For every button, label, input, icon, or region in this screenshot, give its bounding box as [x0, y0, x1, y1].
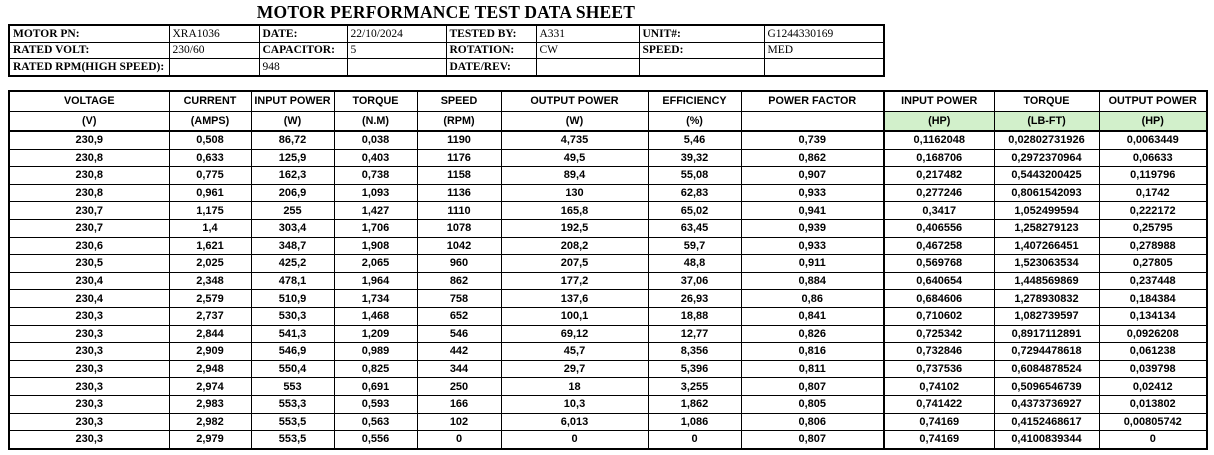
- info-row: [9, 59, 884, 76]
- data-cell: 230,9: [9, 131, 169, 149]
- column-header: INPUT POWER: [251, 91, 334, 111]
- info-label: ROTATION:: [446, 42, 536, 59]
- data-cell: 0,805: [741, 395, 884, 413]
- performance-data-table: [8, 90, 1208, 450]
- data-cell: 0,933: [741, 184, 884, 202]
- data-cell: 2,982: [169, 413, 251, 431]
- data-cell: 230,6: [9, 237, 169, 255]
- data-cell: 1158: [417, 167, 501, 185]
- column-header: TORQUE: [334, 91, 417, 111]
- data-cell: 0,013802: [1099, 395, 1207, 413]
- table-row: [9, 395, 1207, 413]
- data-cell: 192,5: [501, 219, 648, 237]
- data-cell: 230,8: [9, 167, 169, 185]
- table-row: [9, 307, 1207, 325]
- data-cell: 0,508: [169, 131, 251, 149]
- data-cell: 1,427: [334, 202, 417, 220]
- column-header-row: [9, 91, 1207, 111]
- info-value: CW: [536, 42, 639, 59]
- info-label: CAPACITOR:: [259, 42, 347, 59]
- data-cell: 29,7: [501, 360, 648, 378]
- data-cell: 0,222172: [1099, 202, 1207, 220]
- data-cell: 55,08: [648, 167, 741, 185]
- table-row: [9, 167, 1207, 185]
- data-cell: 0,74169: [884, 413, 994, 431]
- column-unit: (%): [648, 111, 741, 131]
- info-value: [536, 59, 639, 76]
- info-label: TESTED BY:: [446, 25, 536, 42]
- info-value: [764, 59, 884, 76]
- data-cell: 2,909: [169, 343, 251, 361]
- data-cell: 0,593: [334, 395, 417, 413]
- data-cell: 0,27805: [1099, 255, 1207, 273]
- data-cell: 0,0063449: [1099, 131, 1207, 149]
- data-cell: 0,8061542093: [994, 184, 1099, 202]
- column-header: CURRENT: [169, 91, 251, 111]
- data-cell: 207,5: [501, 255, 648, 273]
- data-cell: 0,039798: [1099, 360, 1207, 378]
- table-row: [9, 431, 1207, 449]
- data-cell: 1,862: [648, 395, 741, 413]
- data-cell: 303,4: [251, 219, 334, 237]
- data-cell: 39,32: [648, 149, 741, 167]
- data-cell: 230,7: [9, 219, 169, 237]
- info-label: DATE/REV:: [446, 59, 536, 76]
- column-unit: (HP): [1099, 111, 1207, 131]
- data-cell: 230,8: [9, 184, 169, 202]
- info-label: RATED RPM(HIGH SPEED):: [9, 59, 169, 76]
- data-cell: 2,844: [169, 325, 251, 343]
- data-cell: 0,739: [741, 131, 884, 149]
- motor-info-table: [8, 24, 885, 77]
- data-cell: 62,83: [648, 184, 741, 202]
- table-row: [9, 184, 1207, 202]
- data-cell: 1,175: [169, 202, 251, 220]
- data-cell: 1,523063534: [994, 255, 1099, 273]
- data-cell: 0,633: [169, 149, 251, 167]
- data-cell: 2,979: [169, 431, 251, 449]
- data-cell: 550,4: [251, 360, 334, 378]
- data-cell: 2,737: [169, 307, 251, 325]
- table-row: [9, 360, 1207, 378]
- data-cell: 0,826: [741, 325, 884, 343]
- data-cell: 0,806: [741, 413, 884, 431]
- data-cell: 59,7: [648, 237, 741, 255]
- data-cell: 0,816: [741, 343, 884, 361]
- data-cell: 0,941: [741, 202, 884, 220]
- data-cell: 0,841: [741, 307, 884, 325]
- data-cell: 2,579: [169, 290, 251, 308]
- data-cell: 0,25795: [1099, 219, 1207, 237]
- data-cell: 1,734: [334, 290, 417, 308]
- data-cell: 1,706: [334, 219, 417, 237]
- data-cell: 63,45: [648, 219, 741, 237]
- data-cell: 255: [251, 202, 334, 220]
- column-units-row: [9, 111, 1207, 131]
- data-cell: 230,3: [9, 343, 169, 361]
- column-unit: (W): [251, 111, 334, 131]
- column-header: INPUT POWER: [884, 91, 994, 111]
- column-unit: (V): [9, 111, 169, 131]
- data-cell: 0,00805742: [1099, 413, 1207, 431]
- data-cell: 0,278988: [1099, 237, 1207, 255]
- data-cell: 478,1: [251, 272, 334, 290]
- table-row: [9, 202, 1207, 220]
- data-cell: 0,1162048: [884, 131, 994, 149]
- data-cell: 3,255: [648, 378, 741, 396]
- data-cell: 0: [501, 431, 648, 449]
- data-cell: 49,5: [501, 149, 648, 167]
- data-cell: 166: [417, 395, 501, 413]
- data-cell: 0,961: [169, 184, 251, 202]
- data-cell: 0,933: [741, 237, 884, 255]
- data-cell: 125,9: [251, 149, 334, 167]
- data-cell: 0,406556: [884, 219, 994, 237]
- data-cell: 0,061238: [1099, 343, 1207, 361]
- data-cell: 1,964: [334, 272, 417, 290]
- data-cell: 2,065: [334, 255, 417, 273]
- data-cell: 0,807: [741, 431, 884, 449]
- data-cell: 1,621: [169, 237, 251, 255]
- data-cell: 0,237448: [1099, 272, 1207, 290]
- data-cell: 652: [417, 307, 501, 325]
- data-cell: 230,3: [9, 431, 169, 449]
- data-cell: 0,06633: [1099, 149, 1207, 167]
- info-row: [9, 25, 884, 42]
- column-unit: (RPM): [417, 111, 501, 131]
- data-cell: 0,939: [741, 219, 884, 237]
- data-cell: 1042: [417, 237, 501, 255]
- data-cell: 18,88: [648, 307, 741, 325]
- table-row: [9, 413, 1207, 431]
- data-cell: 0,02802731926: [994, 131, 1099, 149]
- info-label: UNIT#:: [639, 25, 764, 42]
- data-cell: 0,168706: [884, 149, 994, 167]
- data-cell: 510,9: [251, 290, 334, 308]
- data-cell: 546: [417, 325, 501, 343]
- info-value: XRA1036: [169, 25, 259, 42]
- data-cell: 1176: [417, 149, 501, 167]
- data-cell: 230,4: [9, 290, 169, 308]
- data-cell: 0,862: [741, 149, 884, 167]
- data-cell: 230,3: [9, 360, 169, 378]
- data-cell: 0,556: [334, 431, 417, 449]
- data-cell: 69,12: [501, 325, 648, 343]
- data-cell: 1078: [417, 219, 501, 237]
- data-cell: 0,907: [741, 167, 884, 185]
- info-value: A331: [536, 25, 639, 42]
- table-row: [9, 149, 1207, 167]
- table-row: [9, 290, 1207, 308]
- data-cell: 0,0926208: [1099, 325, 1207, 343]
- data-cell: 230,5: [9, 255, 169, 273]
- data-cell: 0,684606: [884, 290, 994, 308]
- data-cell: 1,093: [334, 184, 417, 202]
- data-cell: 0,5443200425: [994, 167, 1099, 185]
- data-cell: 230,3: [9, 307, 169, 325]
- column-unit: [741, 111, 884, 131]
- column-header: OUTPUT POWER: [501, 91, 648, 111]
- info-label: MOTOR PN:: [9, 25, 169, 42]
- data-cell: 1,086: [648, 413, 741, 431]
- data-cell: 0,134134: [1099, 307, 1207, 325]
- data-cell: 0,911: [741, 255, 884, 273]
- column-unit: (LB-FT): [994, 111, 1099, 131]
- data-cell: 0,403: [334, 149, 417, 167]
- info-value: 230/60: [169, 42, 259, 59]
- info-value: [169, 59, 259, 76]
- data-cell: 0,732846: [884, 343, 994, 361]
- data-cell: 0: [1099, 431, 1207, 449]
- info-value: 5: [347, 42, 446, 59]
- data-cell: 0,277246: [884, 184, 994, 202]
- table-row: [9, 378, 1207, 396]
- data-cell: 18: [501, 378, 648, 396]
- data-cell: 6,013: [501, 413, 648, 431]
- data-cell: 348,7: [251, 237, 334, 255]
- data-cell: 89,4: [501, 167, 648, 185]
- data-cell: 0,884: [741, 272, 884, 290]
- data-cell: 206,9: [251, 184, 334, 202]
- data-cell: 1190: [417, 131, 501, 149]
- table-row: [9, 219, 1207, 237]
- data-cell: 137,6: [501, 290, 648, 308]
- data-cell: 1,082739597: [994, 307, 1099, 325]
- column-header: POWER FACTOR: [741, 91, 884, 111]
- column-unit: (W): [501, 111, 648, 131]
- data-cell: 65,02: [648, 202, 741, 220]
- data-cell: 0,691: [334, 378, 417, 396]
- info-value: [347, 59, 446, 76]
- data-cell: 4,735: [501, 131, 648, 149]
- data-cell: 0,7294478618: [994, 343, 1099, 361]
- data-cell: 26,93: [648, 290, 741, 308]
- data-cell: 546,9: [251, 343, 334, 361]
- data-cell: 48,8: [648, 255, 741, 273]
- table-row: [9, 272, 1207, 290]
- data-cell: 37,06: [648, 272, 741, 290]
- data-cell: 0,038: [334, 131, 417, 149]
- data-cell: 553,5: [251, 431, 334, 449]
- data-cell: 541,3: [251, 325, 334, 343]
- data-cell: 553,3: [251, 395, 334, 413]
- info-label: RATED VOLT:: [9, 42, 169, 59]
- data-cell: 0,467258: [884, 237, 994, 255]
- data-cell: 553,5: [251, 413, 334, 431]
- table-row: [9, 255, 1207, 273]
- data-cell: 1,468: [334, 307, 417, 325]
- data-cell: 0,738: [334, 167, 417, 185]
- data-cell: 12,77: [648, 325, 741, 343]
- data-cell: 0,569768: [884, 255, 994, 273]
- table-row: [9, 325, 1207, 343]
- data-cell: 165,8: [501, 202, 648, 220]
- data-cell: 0,4152468617: [994, 413, 1099, 431]
- column-unit: (N.M): [334, 111, 417, 131]
- data-cell: 0,807: [741, 378, 884, 396]
- data-cell: 0,8917112891: [994, 325, 1099, 343]
- info-row: [9, 42, 884, 59]
- data-cell: 0: [648, 431, 741, 449]
- data-cell: 960: [417, 255, 501, 273]
- data-cell: 230,4: [9, 272, 169, 290]
- table-row: [9, 343, 1207, 361]
- data-cell: 0,86: [741, 290, 884, 308]
- data-cell: 1,209: [334, 325, 417, 343]
- column-header: EFFICIENCY: [648, 91, 741, 111]
- data-cell: 1136: [417, 184, 501, 202]
- data-cell: 0,119796: [1099, 167, 1207, 185]
- data-cell: 442: [417, 343, 501, 361]
- column-unit: (HP): [884, 111, 994, 131]
- data-cell: 0,74102: [884, 378, 994, 396]
- data-cell: 758: [417, 290, 501, 308]
- column-header: SPEED: [417, 91, 501, 111]
- info-rows: [9, 25, 884, 76]
- data-cell: 0,217482: [884, 167, 994, 185]
- data-cell: 344: [417, 360, 501, 378]
- data-cell: 0,725342: [884, 325, 994, 343]
- data-cell: 2,348: [169, 272, 251, 290]
- data-cell: 862: [417, 272, 501, 290]
- data-cell: 230,8: [9, 149, 169, 167]
- data-rows: [9, 131, 1207, 449]
- data-cell: 0,74169: [884, 431, 994, 449]
- data-cell: 1,052499594: [994, 202, 1099, 220]
- info-value: 948: [259, 59, 347, 76]
- info-label: SPEED:: [639, 42, 764, 59]
- page-title: MOTOR PERFORMANCE TEST DATA SHEET: [256, 2, 636, 22]
- data-cell: 230,3: [9, 413, 169, 431]
- data-cell: 0,640654: [884, 272, 994, 290]
- data-cell: 1,448569869: [994, 272, 1099, 290]
- info-label: DATE:: [259, 25, 347, 42]
- data-cell: 0,4100839344: [994, 431, 1099, 449]
- data-cell: 0,4373736927: [994, 395, 1099, 413]
- data-cell: 45,7: [501, 343, 648, 361]
- data-cell: 5,396: [648, 360, 741, 378]
- data-cell: 0,737536: [884, 360, 994, 378]
- data-cell: 0,2972370964: [994, 149, 1099, 167]
- data-cell: 230,3: [9, 378, 169, 396]
- info-value: [639, 59, 764, 76]
- data-cell: 2,948: [169, 360, 251, 378]
- column-header: OUTPUT POWER: [1099, 91, 1207, 111]
- info-value: 22/10/2024: [347, 25, 446, 42]
- data-cell: 0,02412: [1099, 378, 1207, 396]
- data-cell: 1110: [417, 202, 501, 220]
- data-cell: 10,3: [501, 395, 648, 413]
- data-cell: 0,811: [741, 360, 884, 378]
- data-cell: 86,72: [251, 131, 334, 149]
- data-cell: 250: [417, 378, 501, 396]
- data-cell: 208,2: [501, 237, 648, 255]
- data-cell: 1,4: [169, 219, 251, 237]
- data-cell: 2,025: [169, 255, 251, 273]
- info-value: G1244330169: [764, 25, 884, 42]
- data-cell: 162,3: [251, 167, 334, 185]
- data-cell: 0,741422: [884, 395, 994, 413]
- table-row: [9, 237, 1207, 255]
- data-cell: 0,825: [334, 360, 417, 378]
- data-cell: 1,278930832: [994, 290, 1099, 308]
- data-cell: 0,6084878524: [994, 360, 1099, 378]
- table-row: [9, 131, 1207, 149]
- data-cell: 0,5096546739: [994, 378, 1099, 396]
- data-cell: 230,7: [9, 202, 169, 220]
- data-cell: 0,3417: [884, 202, 994, 220]
- data-cell: 1,407266451: [994, 237, 1099, 255]
- data-cell: 425,2: [251, 255, 334, 273]
- data-cell: 230,3: [9, 325, 169, 343]
- data-cell: 230,3: [9, 395, 169, 413]
- info-value: MED: [764, 42, 884, 59]
- data-cell: 0,184384: [1099, 290, 1207, 308]
- column-unit: (AMPS): [169, 111, 251, 131]
- data-cell: 0,1742: [1099, 184, 1207, 202]
- data-cell: 1,908: [334, 237, 417, 255]
- data-cell: 5,46: [648, 131, 741, 149]
- data-cell: 530,3: [251, 307, 334, 325]
- column-header: VOLTAGE: [9, 91, 169, 111]
- data-cell: 102: [417, 413, 501, 431]
- data-cell: 553: [251, 378, 334, 396]
- data-cell: 0,710602: [884, 307, 994, 325]
- data-cell: 130: [501, 184, 648, 202]
- data-cell: 0,563: [334, 413, 417, 431]
- column-header: TORQUE: [994, 91, 1099, 111]
- data-cell: 177,2: [501, 272, 648, 290]
- data-cell: 1,258279123: [994, 219, 1099, 237]
- data-cell: 100,1: [501, 307, 648, 325]
- data-cell: 0,989: [334, 343, 417, 361]
- data-cell: 0: [417, 431, 501, 449]
- data-cell: 0,775: [169, 167, 251, 185]
- data-cell: 8,356: [648, 343, 741, 361]
- data-cell: 2,983: [169, 395, 251, 413]
- data-cell: 2,974: [169, 378, 251, 396]
